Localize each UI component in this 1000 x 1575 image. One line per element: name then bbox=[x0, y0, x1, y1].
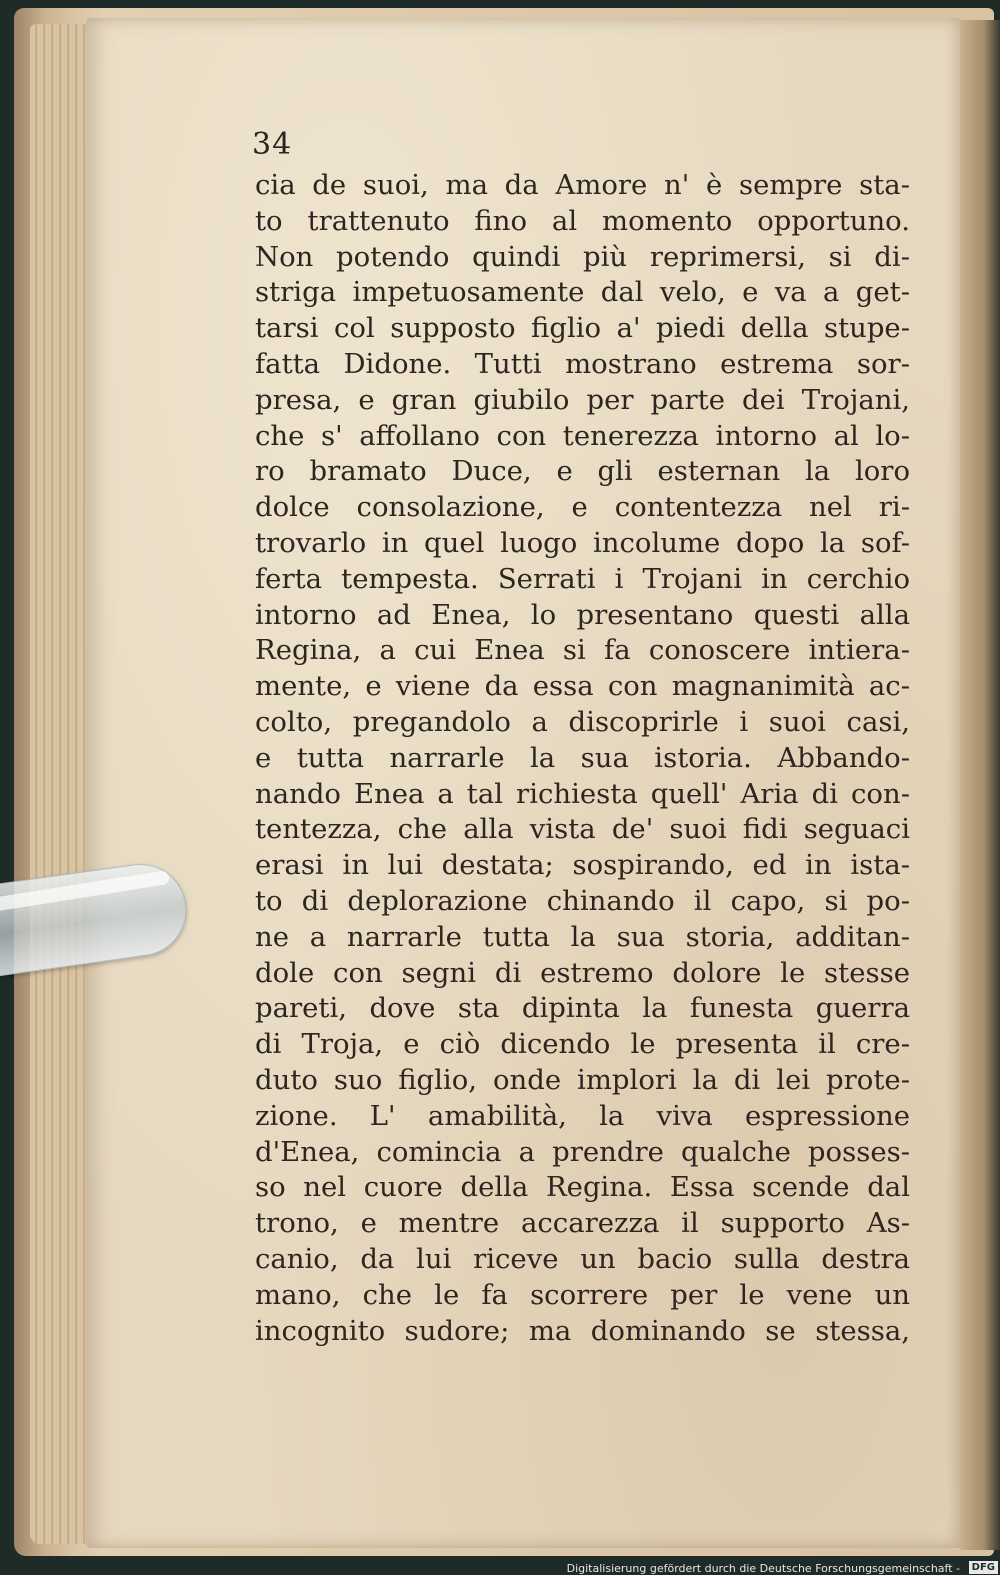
text-line: presa, e gran giubilo per parte dei Trojani, bbox=[255, 383, 910, 416]
text-line: d'Enea, comincia a prendre qualche posses- bbox=[255, 1135, 910, 1168]
text-line: to di deplorazione chinando il capo, si po- bbox=[255, 884, 910, 917]
text-line: dolce consolazione, e contentezza nel ri- bbox=[255, 491, 910, 524]
text-line: mente, e viene da essa con magnanimità ac- bbox=[255, 670, 910, 703]
page-text bbox=[255, 168, 910, 1349]
text-line: to trattenuto fino al momento opportuno. bbox=[255, 204, 910, 237]
text-line: fatta Didone. Tutti mostrano estrema sor- bbox=[255, 347, 910, 380]
text-line: so nel cuore della Regina. Essa scende dal bbox=[255, 1171, 910, 1204]
text-line: incognito sudore; ma dominando se stessa, bbox=[255, 1314, 910, 1347]
text-line: trovarlo in quel luogo incolume dopo la sof- bbox=[255, 526, 910, 559]
digitization-credit: Digitalisierung gefördert durch die Deutsche Forschungsgemeinschaft - bbox=[566, 1562, 960, 1575]
gutter-shadow bbox=[960, 20, 1000, 1550]
text-line: e tutta narrarle la sua istoria. Abbando- bbox=[255, 741, 910, 774]
text-line: intorno ad Enea, lo presentano questi alla bbox=[255, 598, 910, 631]
text-line: erasi in lui destata; sospirando, ed in ista- bbox=[255, 849, 910, 882]
page-stack-edge bbox=[30, 24, 90, 1544]
text-line: cia de suoi, ma da Amore n' è sempre sta- bbox=[255, 169, 910, 201]
text-line: pareti, dove sta dipinta la funesta guerra bbox=[255, 992, 910, 1025]
text-line: tentezza, che alla vista de' suoi fidi seguaci bbox=[255, 813, 910, 846]
text-line: striga impetuosamente dal velo, e va a get- bbox=[255, 276, 910, 309]
text-line: canio, da lui riceve un bacio sulla destra bbox=[255, 1242, 910, 1275]
text-line: colto, pregandolo a discoprirle i suoi casi, bbox=[255, 705, 910, 738]
text-line: Non potendo quindi più reprimersi, si di- bbox=[255, 240, 910, 273]
text-line: dole con segni di estremo dolore le stesse bbox=[255, 956, 910, 989]
text-line: Regina, a cui Enea si fa conoscere intiera- bbox=[255, 634, 910, 667]
text-line: ferta tempesta. Serrati i Trojani in cerchio bbox=[255, 562, 910, 595]
text-line: tarsi col supposto figlio a' piedi della stupe- bbox=[255, 312, 910, 345]
text-line: nando Enea a tal richiesta quell' Aria di con- bbox=[255, 777, 910, 810]
text-line: ne a narrarle tutta la sua storia, additan- bbox=[255, 920, 910, 953]
text-line: di Troja, e ciò dicendo le presenta il cre- bbox=[255, 1028, 910, 1061]
text-line: ro bramato Duce, e gli esternan la loro bbox=[255, 455, 910, 488]
dfg-logo: DFG bbox=[969, 1561, 998, 1574]
text-line: mano, che le fa scorrere per le vene un bbox=[255, 1278, 910, 1311]
text-line: trono, e mentre accarezza il supporto As- bbox=[255, 1207, 910, 1240]
text-line: che s' affollano con tenerezza intorno al lo- bbox=[255, 419, 910, 452]
text-line: zione. L' amabilità, la viva espressione bbox=[255, 1099, 910, 1132]
text-line: duto suo figlio, onde implori la di lei prote- bbox=[255, 1063, 910, 1096]
page-number: 34 bbox=[252, 127, 293, 162]
